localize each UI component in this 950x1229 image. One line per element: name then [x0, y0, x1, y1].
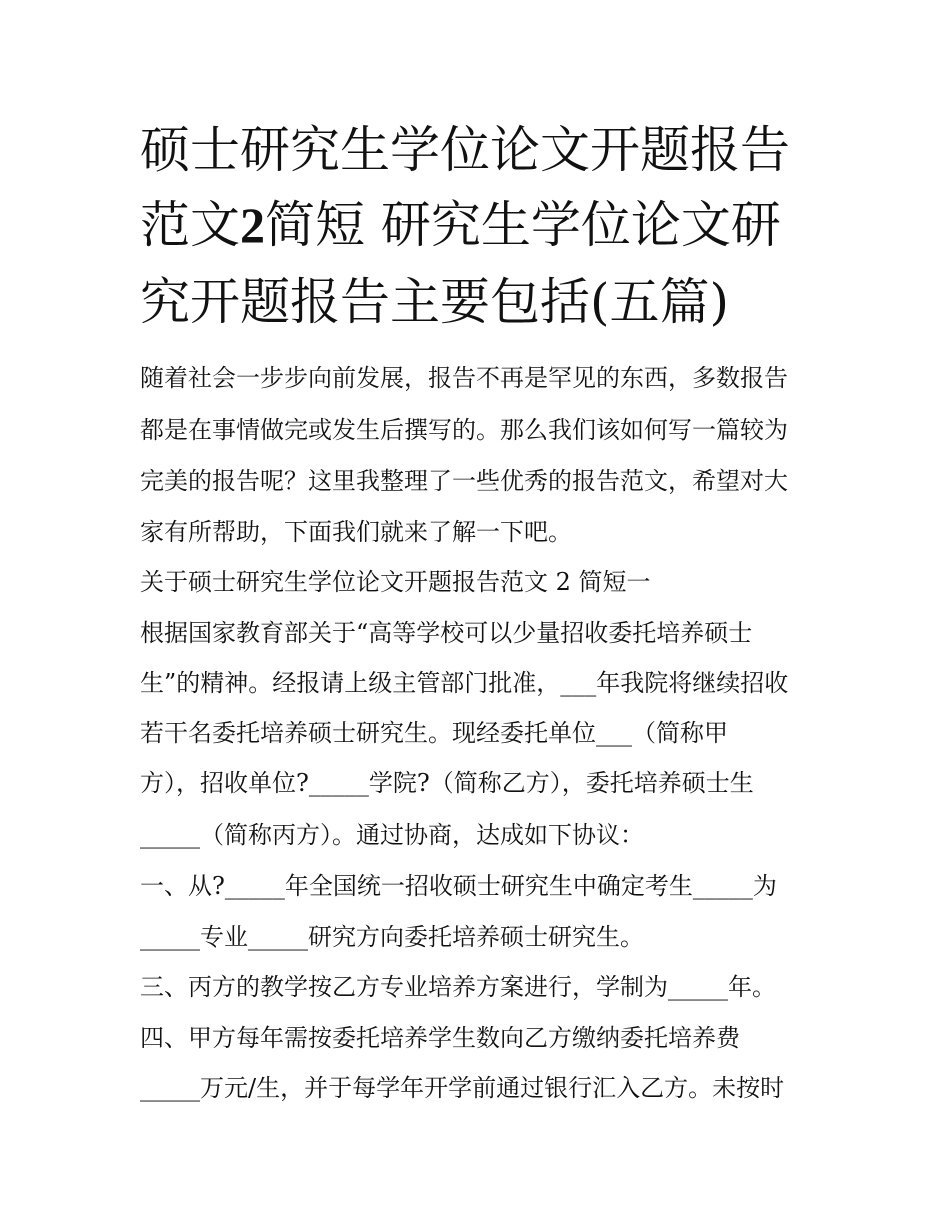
- document-title-line-3: 究开题报告主要包括(五篇): [140, 273, 730, 331]
- paragraph-line-7: 生”的精神。经报请上级主管部门批准，___年我院将继续招收: [140, 669, 789, 697]
- document-title-line-2: [140, 195, 781, 255]
- paragraph-line-11: 一、从?_____年全国统一招收硕士研究生中确定考生_____为: [140, 872, 777, 900]
- paragraph-line-4: 家有所帮助，下面我们就来了解一下吧。: [140, 518, 572, 546]
- paragraph-line-9: 方），招收单位?_____学院?（简称乙方），委托培养硕士生: [140, 769, 754, 797]
- paragraph-line-15: _____万元/生，并于每学年开学前通过银行汇入乙方。未按时: [140, 1074, 785, 1102]
- paragraph-line-8: 若干名委托培养硕士研究生。现经委托单位___（简称甲: [140, 719, 728, 747]
- paragraph-line-6: 根据国家教育部关于“高等学校可以少量招收委托培养硕士: [140, 619, 753, 647]
- paragraph-line-2: 都是在事情做完或发生后撰写的。那么我们该如何写一篇较为: [140, 416, 788, 444]
- document-title-line-1: 硕士研究生学位论文开题报告: [140, 121, 790, 179]
- paragraph-line-12: _____专业_____研究方向委托培养硕士研究生。: [140, 923, 644, 951]
- paragraph-line-13: 三、丙方的教学按乙方专业培养方案进行，学制为_____年。: [140, 973, 776, 1001]
- title-text-rest: 简短 研究生学位论文研: [265, 196, 781, 254]
- title-text-fanwen: 范文: [140, 196, 240, 254]
- section-heading: 关于硕士研究生学位论文开题报告范文 2 简短一: [140, 568, 651, 596]
- title-number: 2: [240, 197, 265, 253]
- paragraph-line-3: 完美的报告呢？这里我整理了一些优秀的报告范文，希望对大: [140, 467, 788, 495]
- paragraph-line-10: _____（简称丙方）。通过协商，达成如下协议：: [140, 821, 644, 849]
- paragraph-line-1: 随着社会一步步向前发展，报告不再是罕见的东西，多数报告: [140, 364, 788, 392]
- paragraph-line-14: 四、甲方每年需按委托培养学生数向乙方缴纳委托培养费: [140, 1024, 740, 1052]
